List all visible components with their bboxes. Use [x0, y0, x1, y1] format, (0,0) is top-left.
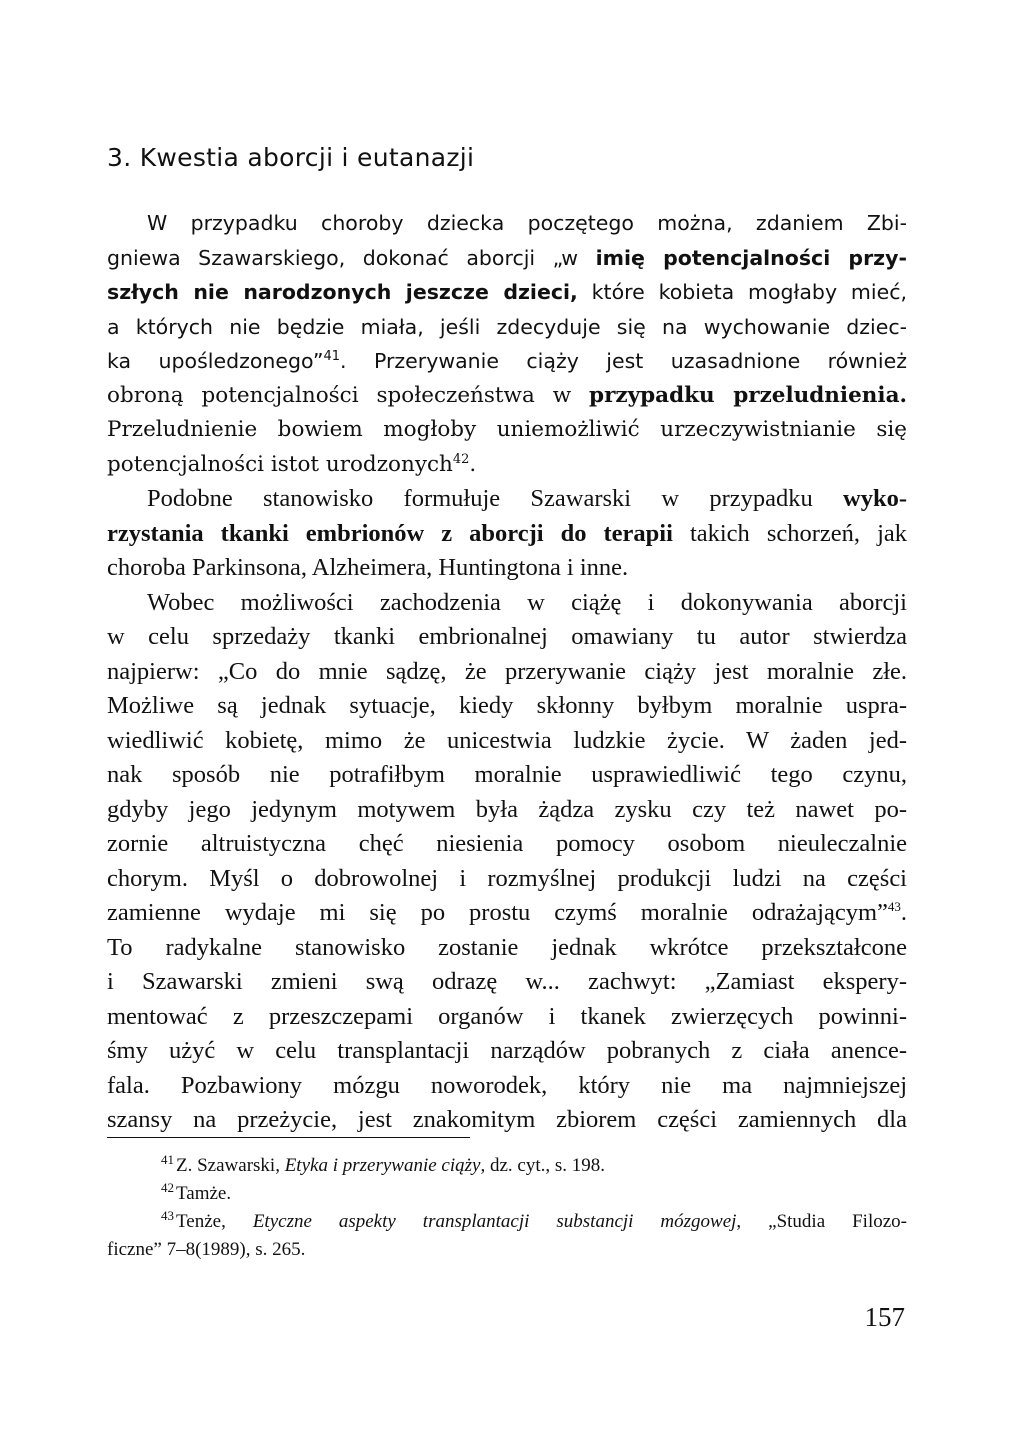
text-line: gdyby jego jedynym motywem była żądza zysku czy też nawet po- — [107, 795, 907, 823]
text-line: nak sposób nie potrafiłbym moralnie usprawiedliwić tego czynu, — [107, 761, 907, 788]
bold-phrase: szłych nie narodzonych jeszcze dzieci, — [107, 280, 578, 304]
bold-phrase: imię potencjalności przy- — [595, 245, 907, 270]
text-line: Możliwe są jednak sytuacje, kiedy skłonny byłbym moralnie uspra- — [107, 692, 907, 719]
text-line: rzystania tkanki embrionów z aborcji do terapii takich schorzeń, jak — [107, 519, 908, 547]
text-line: zamienne wydaje mi się po prostu czymś moralnie odrażającym”$^{43}$. — [107, 898, 907, 926]
text-line: W przypadku choroby dziecka poczętego można, zdaniem Zbi- — [147, 211, 907, 235]
text-line: śmy użyć w celu transplantacji narządów pobranych z ciała anence- — [107, 1037, 907, 1064]
text-line: i Szawarski zmieni swą odrazę w... zachwyt: „Zamiast ekspery- — [107, 968, 907, 995]
bold-phrase: przypadku przeludnienia. — [589, 382, 907, 408]
footnote-ref: 41 — [323, 349, 340, 365]
footnote-ref: 43 — [887, 898, 901, 914]
footnote-43-continuation: ficzne” 7–8(1989), s. 265. — [107, 1239, 306, 1260]
text-line: choroba Parkinsona, Alzheimera, Huntingtona i inne. — [107, 554, 629, 581]
page-number: 157 — [864, 1302, 905, 1332]
text-line: fala. Pozbawiony mózgu noworodek, który nie ma najmniejszej — [107, 1071, 907, 1099]
text-line: szansy na przeżycie, jest znakomitym zbiorem części zamiennych dla — [107, 1106, 907, 1133]
footnote-42: $^{42}$ Tamże. — [161, 1179, 232, 1204]
text-line: wiedliwić kobietę, mimo że unicestwia ludzkie życie. W żaden jed- — [107, 726, 907, 754]
text-line: To radykalne stanowisko zostanie jednak wkrótce przekształcone — [107, 933, 907, 961]
text-line: mentować z przeszczepami organów i tkanek zwierzęcych powinni- — [107, 1002, 907, 1030]
footnote-number: 41 — [161, 1151, 174, 1167]
paragraph-abortion-potentiality — [107, 206, 907, 482]
bold-phrase: rzystania tkanki embrionów z aborcji do terapii — [107, 519, 673, 547]
section-heading: 3. Kwestia aborcji i eutanazji — [107, 143, 475, 172]
footnote-title: Etyczne aspekty transplantacji substancji mózgowej — [252, 1211, 737, 1232]
text-line: w celu sprzedaży tkanki embrionalnej omawiany tu autor stwierdza — [107, 623, 907, 650]
text-line: gniewa Szawarskiego, dokonać aborcji „w imię potencjalności przy- — [107, 245, 907, 270]
footnote-number: 42 — [161, 1179, 174, 1195]
footnote-41: $^{41}$ Z. Szawarski, Etyka i przerywanie ciąży, dz. cyt., s. 198. — [161, 1151, 606, 1176]
text-line: obroną potencjalności społeczeństwa w przypadku przeludnienia. — [107, 382, 907, 408]
text-line: chorym. Myśl o dobrowolnej i rozmyślnej produkcji ludzi na części — [107, 864, 907, 892]
text-line: Przeludnienie bowiem mogłoby uniemożliwić urzeczywistnianie się — [107, 417, 907, 442]
text-line: potencjalności istot urodzonych$^{42}$. — [107, 451, 477, 477]
text-line: Wobec możliwości zachodzenia w ciążę i dokonywania aborcji — [147, 588, 907, 616]
text-line: najpierw: „Co do mnie sądzę, że przerywanie ciąży jest moralnie złe. — [107, 657, 907, 685]
text-line: a których nie będzie miała, jeśli zdecyduje się na wychowanie dziec- — [107, 314, 907, 339]
text-line: Podobne stanowisko formułuje Szawarski w przypadku wyko- — [147, 485, 907, 512]
footnote-number: 43 — [161, 1207, 174, 1223]
footnotes — [107, 1152, 907, 1264]
bold-phrase: wyko- — [843, 485, 907, 512]
text-line: zornie altruistyczna chęć niesienia pomocy osobom nieuleczalnie — [107, 830, 907, 857]
footnote-43: $^{43}$ Tenże, Etyczne aspekty transplantacji substancji mózgowej, „Studia Filozo- — [161, 1207, 907, 1232]
text-line: ka upośledzonego”$^{41}$. Przerywanie ciąży jest uzasadnione również — [107, 349, 907, 373]
text-line: szłych nie narodzonych jeszcze dzieci, które kobieta mogłaby mieć, — [107, 280, 907, 304]
paragraph-embryo-tissue — [107, 482, 907, 586]
footnote-divider — [107, 1137, 470, 1138]
footnote-ref: 42 — [452, 451, 470, 467]
footnote-title: Etyka i przerywanie ciąży — [284, 1155, 481, 1176]
paragraph-tissue-sale — [107, 586, 907, 1138]
